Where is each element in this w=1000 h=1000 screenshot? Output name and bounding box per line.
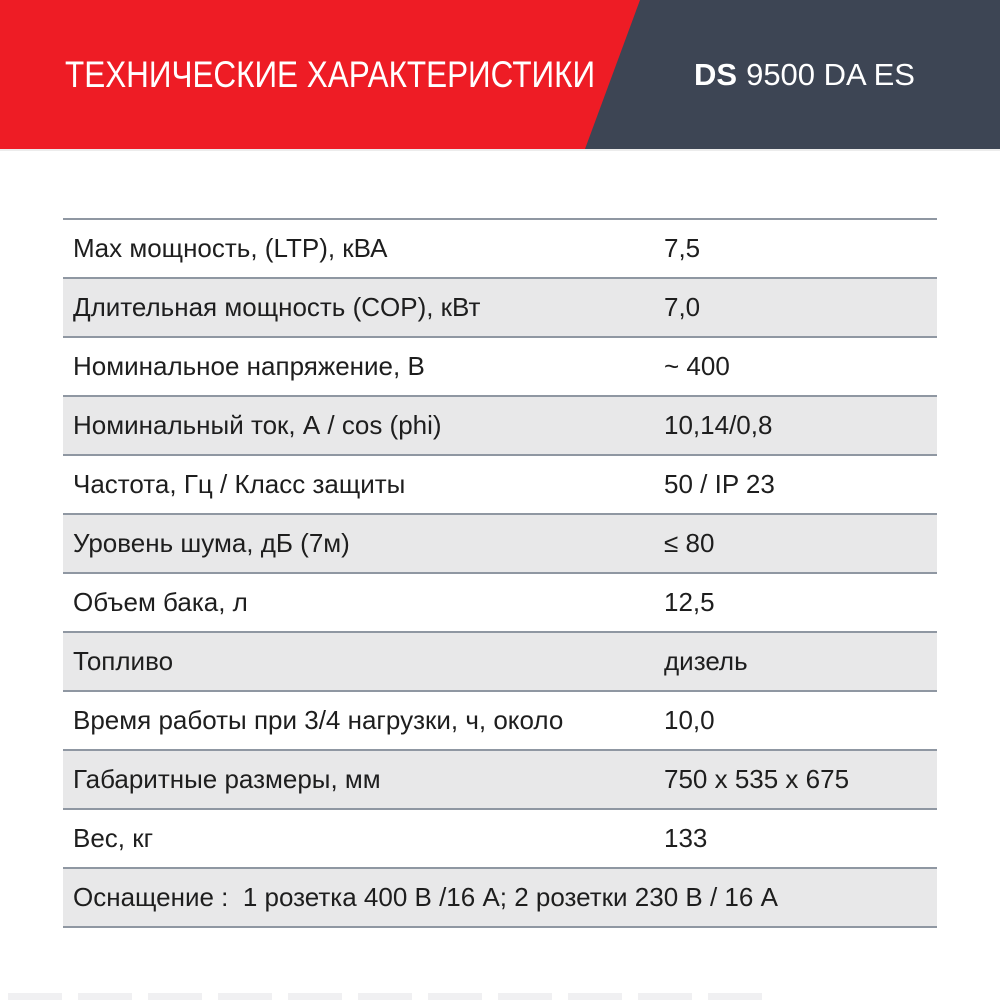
- equipment-note: Оснащение : 1 розетка 400 В /16 А; 2 розетки 230 В / 16 А: [73, 882, 778, 912]
- spec-label: Уровень шума, дБ (7м): [73, 528, 350, 558]
- page-bottom-artifact: [8, 993, 770, 1000]
- spec-label: Частота, Гц / Класс защиты: [73, 469, 406, 499]
- spec-label: Номинальный ток, А / cos (phi): [73, 410, 442, 440]
- table-row: [63, 277, 937, 336]
- table-footer-row: [63, 867, 937, 928]
- table-row: [63, 336, 937, 395]
- table-row: [63, 218, 937, 277]
- spec-value: 50 / IP 23: [664, 469, 775, 499]
- table-row: [63, 395, 937, 454]
- spec-value: 12,5: [664, 587, 715, 617]
- table-row: [63, 749, 937, 808]
- spec-label: Номинальное напряжение, В: [73, 351, 425, 381]
- model-number: 9500 DA ES: [746, 56, 915, 92]
- table-row: [63, 572, 937, 631]
- spec-label: Габаритные размеры, мм: [73, 764, 381, 794]
- spec-value: 133: [664, 823, 708, 853]
- spec-value: 10,0: [664, 705, 715, 735]
- spec-value: 7,5: [664, 233, 701, 263]
- table-row: [63, 690, 937, 749]
- table-row: [63, 808, 937, 867]
- spec-value: ~ 400: [664, 351, 730, 381]
- model-brand: DS: [694, 56, 738, 92]
- table-row: [63, 454, 937, 513]
- spec-label: Max мощность, (LTP), кВА: [73, 233, 388, 263]
- header-band: [0, 0, 1000, 151]
- spec-label: Топливо: [73, 646, 174, 676]
- spec-table: [63, 218, 937, 928]
- spec-label: Вес, кг: [73, 823, 154, 853]
- spec-value: 750 x 535 x 675: [664, 764, 850, 794]
- model-name: [694, 0, 915, 149]
- spec-value: ≤ 80: [664, 528, 715, 558]
- spec-value: дизель: [664, 646, 748, 676]
- spec-value: 7,0: [664, 292, 701, 322]
- spec-value: 10,14/0,8: [664, 410, 773, 440]
- spec-label: Объем бака, л: [73, 587, 248, 617]
- page-title: ТЕХНИЧЕСКИЕ ХАРАКТЕРИСТИКИ: [65, 53, 596, 95]
- table-row: [63, 513, 937, 572]
- table-row: [63, 631, 937, 690]
- spec-label: Время работы при 3/4 нагрузки, ч, около: [73, 705, 564, 735]
- spec-label: Длительная мощность (COP), кВт: [73, 292, 481, 322]
